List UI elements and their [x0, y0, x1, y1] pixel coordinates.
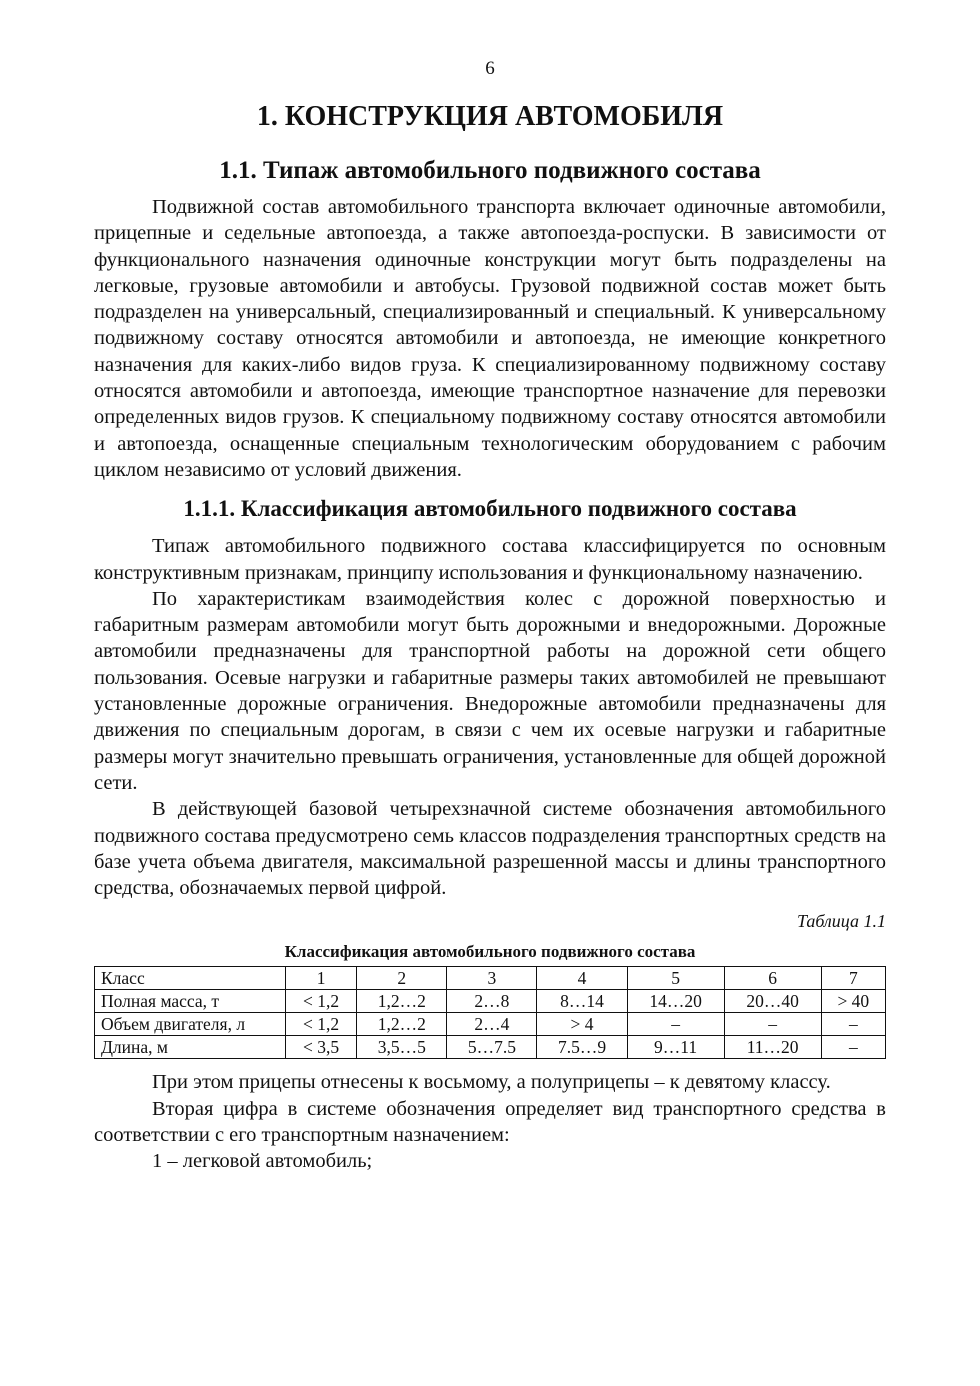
row-header: Класс [95, 967, 286, 990]
row-header: Полная масса, т [95, 990, 286, 1013]
table-cell: 2…4 [447, 1013, 537, 1036]
section-title: 1.1. Типаж автомобильного подвижного состава [219, 157, 761, 184]
subsection-paragraph: В действующей базовой четырехзначной системе обозначения автомобильного подвижного состава предусмотрено семь классов подразделения транспортных средств на базе учета объема двигателя, максимальной разрешенной массы и длины транспортного средства, обозначаемых первой цифрой. [94, 798, 886, 900]
table-cell: – [821, 1036, 885, 1059]
table-cell: 2 [357, 967, 447, 990]
table-cell: 6 [724, 967, 821, 990]
page-number: 6 [485, 58, 495, 79]
table-cell: 11…20 [724, 1036, 821, 1059]
table-row [95, 1013, 886, 1036]
table-cell: 1 [286, 967, 357, 990]
document-page [94, 56, 886, 1175]
subsection-title: 1.1.1. Классификация автомобильного подвижного состава [183, 496, 797, 522]
table-cell: 1,2…2 [357, 1013, 447, 1036]
table-cell: > 40 [821, 990, 885, 1013]
table-row [95, 990, 886, 1013]
table-cell: 9…11 [627, 1036, 724, 1059]
chapter-title: 1. КОНСТРУКЦИЯ АВТОМОБИЛЯ [256, 101, 724, 132]
table-cell: – [821, 1013, 885, 1036]
body-paragraph: При этом прицепы отнесены к восьмому, а полуприцепы – к девятому классу. [152, 1071, 831, 1094]
table-title: Классификация автомобильного подвижного состава [284, 942, 696, 962]
table-row [95, 1036, 886, 1059]
section-paragraph: Подвижной состав автомобильного транспорта включает одиночные автомобили, прицепные и седельные автопоезда, а также автопоезда-роспуски. В зависимости от функционального назначения одиночные конструкции могут быть подразделены на легковые, грузовые автомобили и автобусы. Грузовой подвижной состав может быть подразделен на универсальный, специализированный и специальный. К универсальному подвижному составу относятся автомобили и автопоезда, не имеющие конкретного назначения для каких-либо видов груза. К специализированному подвижному составу относятся автомобили и автопоезда, имеющие транспортное назначение для перевозки определенных видов грузов. К специальному подвижному составу относятся автомобили и автопоезда, оснащенные специальным технологическим оборудованием с рабочим циклом независимо от условий движения. [94, 196, 886, 481]
table-cell: 7.5…9 [537, 1036, 627, 1059]
table-cell: < 1,2 [286, 1013, 357, 1036]
table-label: Таблица 1.1 [796, 911, 886, 932]
table-cell: 7 [821, 967, 885, 990]
table-cell: – [724, 1013, 821, 1036]
row-header: Объем двигателя, л [95, 1013, 286, 1036]
table-cell: 1,2…2 [357, 990, 447, 1013]
subsection-paragraph: Типаж автомобильного подвижного состава классифицируется по основным конструктивным признакам, принципу использования и функциональному назначению. [94, 535, 886, 584]
table-cell: 4 [537, 967, 627, 990]
table-cell: < 3,5 [286, 1036, 357, 1059]
body-paragraph: Вторая цифра в системе обозначения определяет вид транспортного средства в соответствии с его транспортным назначением: [94, 1097, 886, 1147]
table-cell: 5 [627, 967, 724, 990]
row-header: Длина, м [95, 1036, 286, 1059]
classification-table [94, 966, 886, 1059]
table-cell: 8…14 [537, 990, 627, 1013]
subsection-paragraph: По характеристикам взаимодействия колес с дорожной поверхностью и габаритным размерам автомобили могут быть дорожными и внедорожными. Дорожные автомобили предназначены для транспортной работы на дорожной сети общего пользования. Осевые нагрузки и габаритные размеры таких автомобилей не превышают установленные дорожные ограничения. Внедорожные автомобили предназначены для движения по специальным дорогам, в связи с чем их осевые нагрузки и габаритные размеры могут значительно превышать ограничения, установленные для общей дорожной сети. [94, 587, 886, 794]
table-cell: 5…7.5 [447, 1036, 537, 1059]
list-item: 1 – легковой автомобиль; [152, 1150, 373, 1173]
table-cell: < 1,2 [286, 990, 357, 1013]
table-cell: 3,5…5 [357, 1036, 447, 1059]
table-cell: – [627, 1013, 724, 1036]
table-cell: 3 [447, 967, 537, 990]
table-cell: 2…8 [447, 990, 537, 1013]
table-row [95, 967, 886, 990]
table-cell: 20…40 [724, 990, 821, 1013]
table-cell: > 4 [537, 1013, 627, 1036]
table-cell: 14…20 [627, 990, 724, 1013]
